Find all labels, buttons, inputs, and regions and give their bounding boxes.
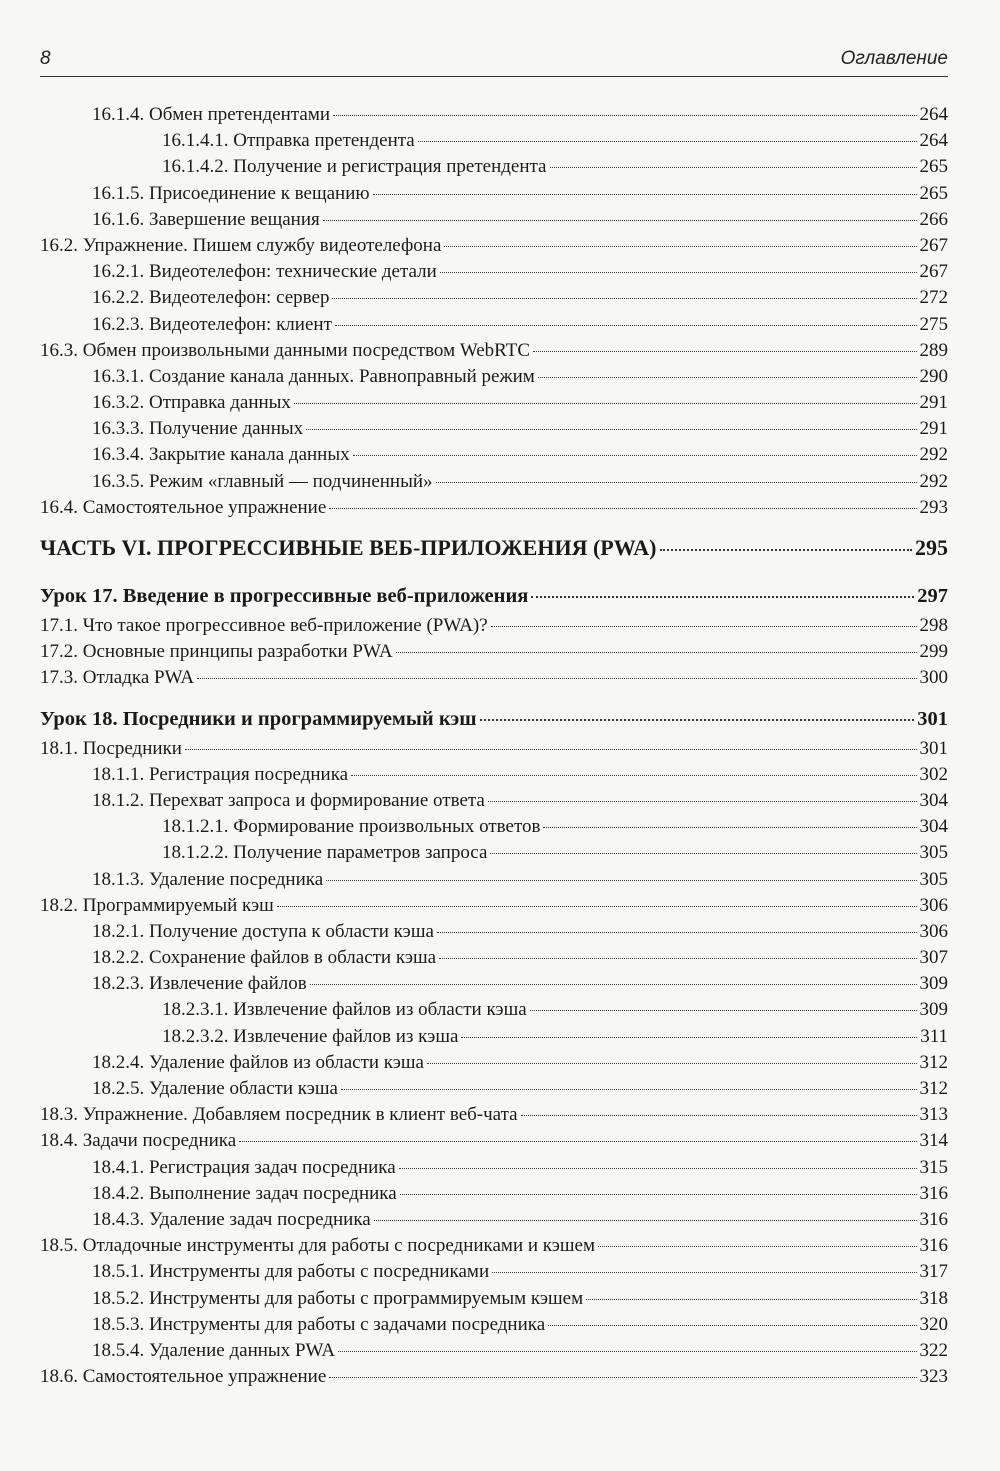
dot-leader: [418, 140, 917, 142]
dot-leader: [492, 1271, 916, 1273]
dot-leader: [436, 481, 917, 483]
toc-entry: [40, 102, 948, 128]
toc-entry: [40, 469, 948, 495]
toc-entry-page: 312: [919, 1078, 948, 1099]
toc-entry-title: 16.3.3. Получение данных: [92, 418, 304, 440]
toc-entry: [40, 1050, 948, 1076]
toc-entry-page: 267: [919, 261, 948, 283]
toc-entry-title: 18.4. Задачи посредника: [40, 1130, 237, 1152]
toc-entry-title: 17.2. Основные принципы разработки PWA: [40, 641, 393, 663]
toc-entry-title: 16.3.5. Режим «главный — подчиненный»: [92, 470, 433, 492]
dot-leader: [491, 625, 917, 627]
toc-entry-page: 299: [919, 641, 948, 663]
toc-entry-page: 315: [919, 1156, 948, 1178]
toc-entry: [40, 128, 948, 154]
toc-entry-title: 18.2.4. Удаление файлов из области кэша: [92, 1051, 424, 1073]
dot-leader: [329, 507, 916, 509]
dot-leader: [461, 1036, 917, 1038]
toc-entry-title: 16.2.2. Видеотелефон: сервер: [92, 287, 330, 309]
running-title: Оглавление: [840, 48, 948, 69]
toc-entry-page: 316: [919, 1208, 948, 1230]
toc-entry-title: 16.1.4.1. Отправка претендента: [162, 130, 415, 152]
toc-entry: [40, 762, 948, 788]
toc-entry-page: 264: [919, 104, 948, 125]
toc-entry-page: 322: [919, 1339, 948, 1361]
dot-leader: [326, 879, 916, 881]
toc-entry: [40, 840, 948, 866]
toc-entry-page: 318: [919, 1287, 948, 1309]
toc-entry: [40, 1312, 948, 1338]
toc-entry-title: 16.3.1. Создание канала данных. Равноправный режим: [92, 365, 535, 387]
toc-entry-title: 18.6. Самостоятельное упражнение: [40, 1366, 327, 1388]
toc-entry-page: 272: [919, 287, 948, 309]
toc-entry: [40, 788, 948, 814]
toc-entry-title: 16.2.3. Видеотелефон: клиент: [92, 313, 332, 335]
dot-leader: [396, 651, 917, 653]
toc-entry-title: Урок 17. Введение в прогрессивные веб-приложения: [40, 585, 529, 607]
toc-entry: [40, 893, 948, 919]
toc-entry-title: 18.2.3. Извлечение файлов: [92, 973, 307, 995]
toc-entry-title: 18.5.3. Инструменты для работы с задачами посредника: [92, 1313, 546, 1335]
page-number: 8: [40, 48, 51, 69]
toc-entry-page: 304: [919, 789, 948, 811]
dot-leader: [543, 826, 916, 828]
dot-leader: [373, 193, 917, 195]
toc-entry-title: 17.3. Отладка PWA: [40, 667, 195, 689]
toc-entry-page: 302: [919, 763, 948, 785]
toc-entry: [40, 1128, 948, 1154]
toc-entry-page: 305: [919, 842, 948, 864]
dot-leader: [332, 297, 916, 299]
toc-entry-page: 305: [919, 868, 948, 890]
toc-entry-page: 317: [919, 1261, 948, 1283]
toc-entry-title: 18.2.3.1. Извлечение файлов из области кэша: [162, 999, 527, 1021]
toc-entry-page: 292: [919, 444, 948, 466]
toc-entry-page: 301: [919, 737, 948, 759]
dot-leader: [598, 1245, 916, 1247]
toc-entry-title: 18.4.2. Выполнение задач посредника: [92, 1182, 397, 1204]
toc-entry-page: 264: [919, 130, 948, 152]
header-rule: [40, 76, 948, 77]
toc-entry: [40, 364, 948, 390]
toc-entry-page: 306: [919, 894, 948, 916]
toc-entry-page: 267: [919, 234, 948, 256]
toc-entry: [40, 736, 948, 762]
toc-entry-page: 309: [919, 973, 948, 995]
dot-leader: [533, 350, 917, 352]
toc-entry: [40, 1259, 948, 1285]
toc-entry-title: 16.1.4. Обмен претендентами: [92, 104, 331, 125]
toc-entry: [40, 442, 948, 468]
dot-leader: [333, 114, 916, 116]
toc-entry-page: 291: [919, 392, 948, 414]
toc-entry-title: 18.2.2. Сохранение файлов в области кэша: [92, 947, 437, 969]
toc-entry-page: 265: [919, 182, 948, 204]
toc-entry-page: 292: [919, 470, 948, 492]
toc-entry-page: 291: [919, 418, 948, 440]
toc-entry-title: 16.4. Самостоятельное упражнение: [40, 496, 327, 518]
toc-entry-title: 16.3. Обмен произвольными данными посредством WebRTC: [40, 339, 530, 361]
toc-entry: [40, 814, 948, 840]
dot-leader: [335, 324, 917, 326]
toc-entry-title: 18.4.3. Удаление задач посредника: [92, 1208, 371, 1230]
toc-entry-page: 275: [919, 313, 948, 335]
toc-entry-title: 18.5. Отладочные инструменты для работы с посредниками и кэшем: [40, 1235, 596, 1257]
dot-leader: [660, 548, 912, 551]
toc-entry-title: 18.5.4. Удаление данных PWA: [92, 1339, 336, 1361]
toc-entry: [40, 154, 948, 180]
dot-leader: [521, 1114, 917, 1116]
dot-leader: [323, 219, 917, 221]
dot-leader: [437, 931, 917, 933]
toc-entry-title: 16.3.2. Отправка данных: [92, 392, 291, 414]
toc-entry-title: 16.3.4. Закрытие канала данных: [92, 444, 350, 466]
toc-entry: [40, 1181, 948, 1207]
toc-entry: [40, 1286, 948, 1312]
toc-entry: [40, 639, 948, 665]
toc-entry-page: 313: [919, 1104, 948, 1126]
toc-entry-title: 18.2.5. Удаление области кэша: [92, 1078, 338, 1099]
toc-entry-title: 18.2.1. Получение доступа к области кэша: [92, 920, 434, 942]
dot-leader: [399, 1167, 917, 1169]
toc-entry-title: Урок 18. Посредники и программируемый кэш: [40, 707, 477, 730]
toc-entry-title: 16.2. Упражнение. Пишем службу видеотелефона: [40, 234, 442, 256]
toc-entry-title: 18.1.2. Перехват запроса и формирование ответа: [92, 789, 485, 811]
toc-entry: [40, 1233, 948, 1259]
toc-entry-page: 290: [919, 365, 948, 387]
dot-leader: [490, 852, 916, 854]
toc-entry-page: 304: [919, 816, 948, 838]
toc-entry: [40, 971, 948, 997]
dot-leader: [351, 774, 916, 776]
toc-entry-page: 298: [919, 615, 948, 636]
table-of-contents: [40, 102, 948, 1390]
dot-leader: [440, 271, 917, 273]
toc-entry: [40, 613, 948, 639]
toc-entry-page: 309: [919, 999, 948, 1021]
toc-entry-page: 293: [919, 496, 948, 518]
toc-entry-title: 18.1.2.1. Формирование произвольных ответов: [162, 816, 541, 838]
toc-entry-page: 312: [919, 1051, 948, 1073]
dot-leader: [488, 800, 917, 802]
dot-leader: [439, 957, 916, 959]
dot-leader: [550, 166, 917, 168]
toc-entry: [40, 1155, 948, 1181]
toc-entry: [40, 259, 948, 285]
toc-entry-page: 316: [919, 1182, 948, 1204]
toc-entry: [40, 919, 948, 945]
toc-entry-title: 18.1.2.2. Получение параметров запроса: [162, 842, 488, 864]
toc-entry-page: 266: [919, 208, 948, 230]
dot-leader: [586, 1298, 916, 1300]
dot-leader: [548, 1324, 916, 1326]
toc-entry: [40, 1076, 948, 1102]
toc-entry-page: 301: [917, 707, 948, 730]
toc-entry-page: 300: [919, 667, 948, 689]
toc-entry: [40, 285, 948, 311]
toc-entry: [40, 312, 948, 338]
toc-entry: [40, 997, 948, 1023]
toc-entry-title: 16.1.4.2. Получение и регистрация претендента: [162, 156, 547, 178]
toc-entry-page: 311: [920, 1025, 948, 1047]
dot-leader: [185, 748, 917, 750]
running-header: [40, 48, 948, 74]
toc-entry: [40, 207, 948, 233]
toc-entry-title: 16.2.1. Видеотелефон: технические детали: [92, 261, 437, 283]
toc-entry-page: 306: [919, 920, 948, 942]
toc-entry-page: 316: [919, 1235, 948, 1257]
toc-entry-title: 18.5.2. Инструменты для работы с программируемым кэшем: [92, 1287, 584, 1309]
toc-entry-page: 314: [919, 1130, 948, 1152]
toc-entry-title: 18.3. Упражнение. Добавляем посредник в клиент веб-чата: [40, 1104, 518, 1126]
toc-entry: [40, 338, 948, 364]
toc-entry-page: 320: [919, 1313, 948, 1335]
toc-entry-title: 18.2.3.2. Извлечение файлов из кэша: [162, 1025, 459, 1047]
toc-part-heading: [40, 535, 948, 569]
toc-entry-page: 295: [915, 535, 948, 560]
dot-leader: [277, 905, 917, 907]
toc-entry-title: 18.2. Программируемый кэш: [40, 894, 274, 916]
toc-entry: [40, 665, 948, 691]
toc-entry: [40, 1364, 948, 1390]
toc-entry-title: 16.1.5. Присоединение к вещанию: [92, 182, 370, 204]
dot-leader: [239, 1140, 916, 1142]
toc-entry: [40, 867, 948, 893]
toc-entry: [40, 1024, 948, 1050]
dot-leader: [530, 1009, 917, 1011]
dot-leader: [294, 402, 917, 404]
toc-entry-title: 18.4.1. Регистрация задач посредника: [92, 1156, 396, 1178]
toc-entry: [40, 495, 948, 521]
dot-leader: [400, 1193, 917, 1195]
toc-entry-title: 17.1. Что такое прогрессивное веб-приложение (PWA)?: [40, 615, 488, 636]
dot-leader: [338, 1350, 916, 1352]
toc-entry: [40, 181, 948, 207]
dot-leader: [480, 718, 915, 721]
toc-entry-page: 307: [919, 947, 948, 969]
toc-entry-title: 18.1. Посредники: [40, 737, 182, 759]
toc-entry-title: 16.1.6. Завершение вещания: [92, 208, 320, 230]
toc-lesson-heading: [40, 583, 948, 613]
dot-leader: [306, 428, 916, 430]
dot-leader: [353, 454, 917, 456]
toc-entry-title: 18.1.3. Удаление посредника: [92, 868, 324, 890]
dot-leader: [329, 1376, 916, 1378]
dot-leader: [374, 1219, 917, 1221]
toc-entry: [40, 1207, 948, 1233]
toc-entry-title: ЧАСТЬ VI. ПРОГРЕССИВНЫЕ ВЕБ-ПРИЛОЖЕНИЯ (PWA): [40, 535, 657, 560]
toc-entry-page: 297: [917, 585, 948, 607]
toc-lesson-heading: [40, 706, 948, 736]
dot-leader: [538, 376, 917, 378]
dot-leader: [531, 595, 914, 598]
toc-entry-title: 18.1.1. Регистрация посредника: [92, 763, 349, 785]
toc-entry: [40, 233, 948, 259]
toc-entry-page: 289: [919, 339, 948, 361]
dot-leader: [310, 983, 917, 985]
dot-leader: [197, 677, 916, 679]
toc-entry-page: 265: [919, 156, 948, 178]
toc-entry: [40, 945, 948, 971]
dot-leader: [427, 1062, 917, 1064]
toc-entry: [40, 1338, 948, 1364]
toc-entry-page: 323: [919, 1366, 948, 1388]
dot-leader: [444, 245, 916, 247]
toc-entry: [40, 1102, 948, 1128]
dot-leader: [341, 1088, 917, 1090]
toc-entry: [40, 416, 948, 442]
toc-entry: [40, 390, 948, 416]
toc-entry-title: 18.5.1. Инструменты для работы с посредниками: [92, 1261, 490, 1283]
